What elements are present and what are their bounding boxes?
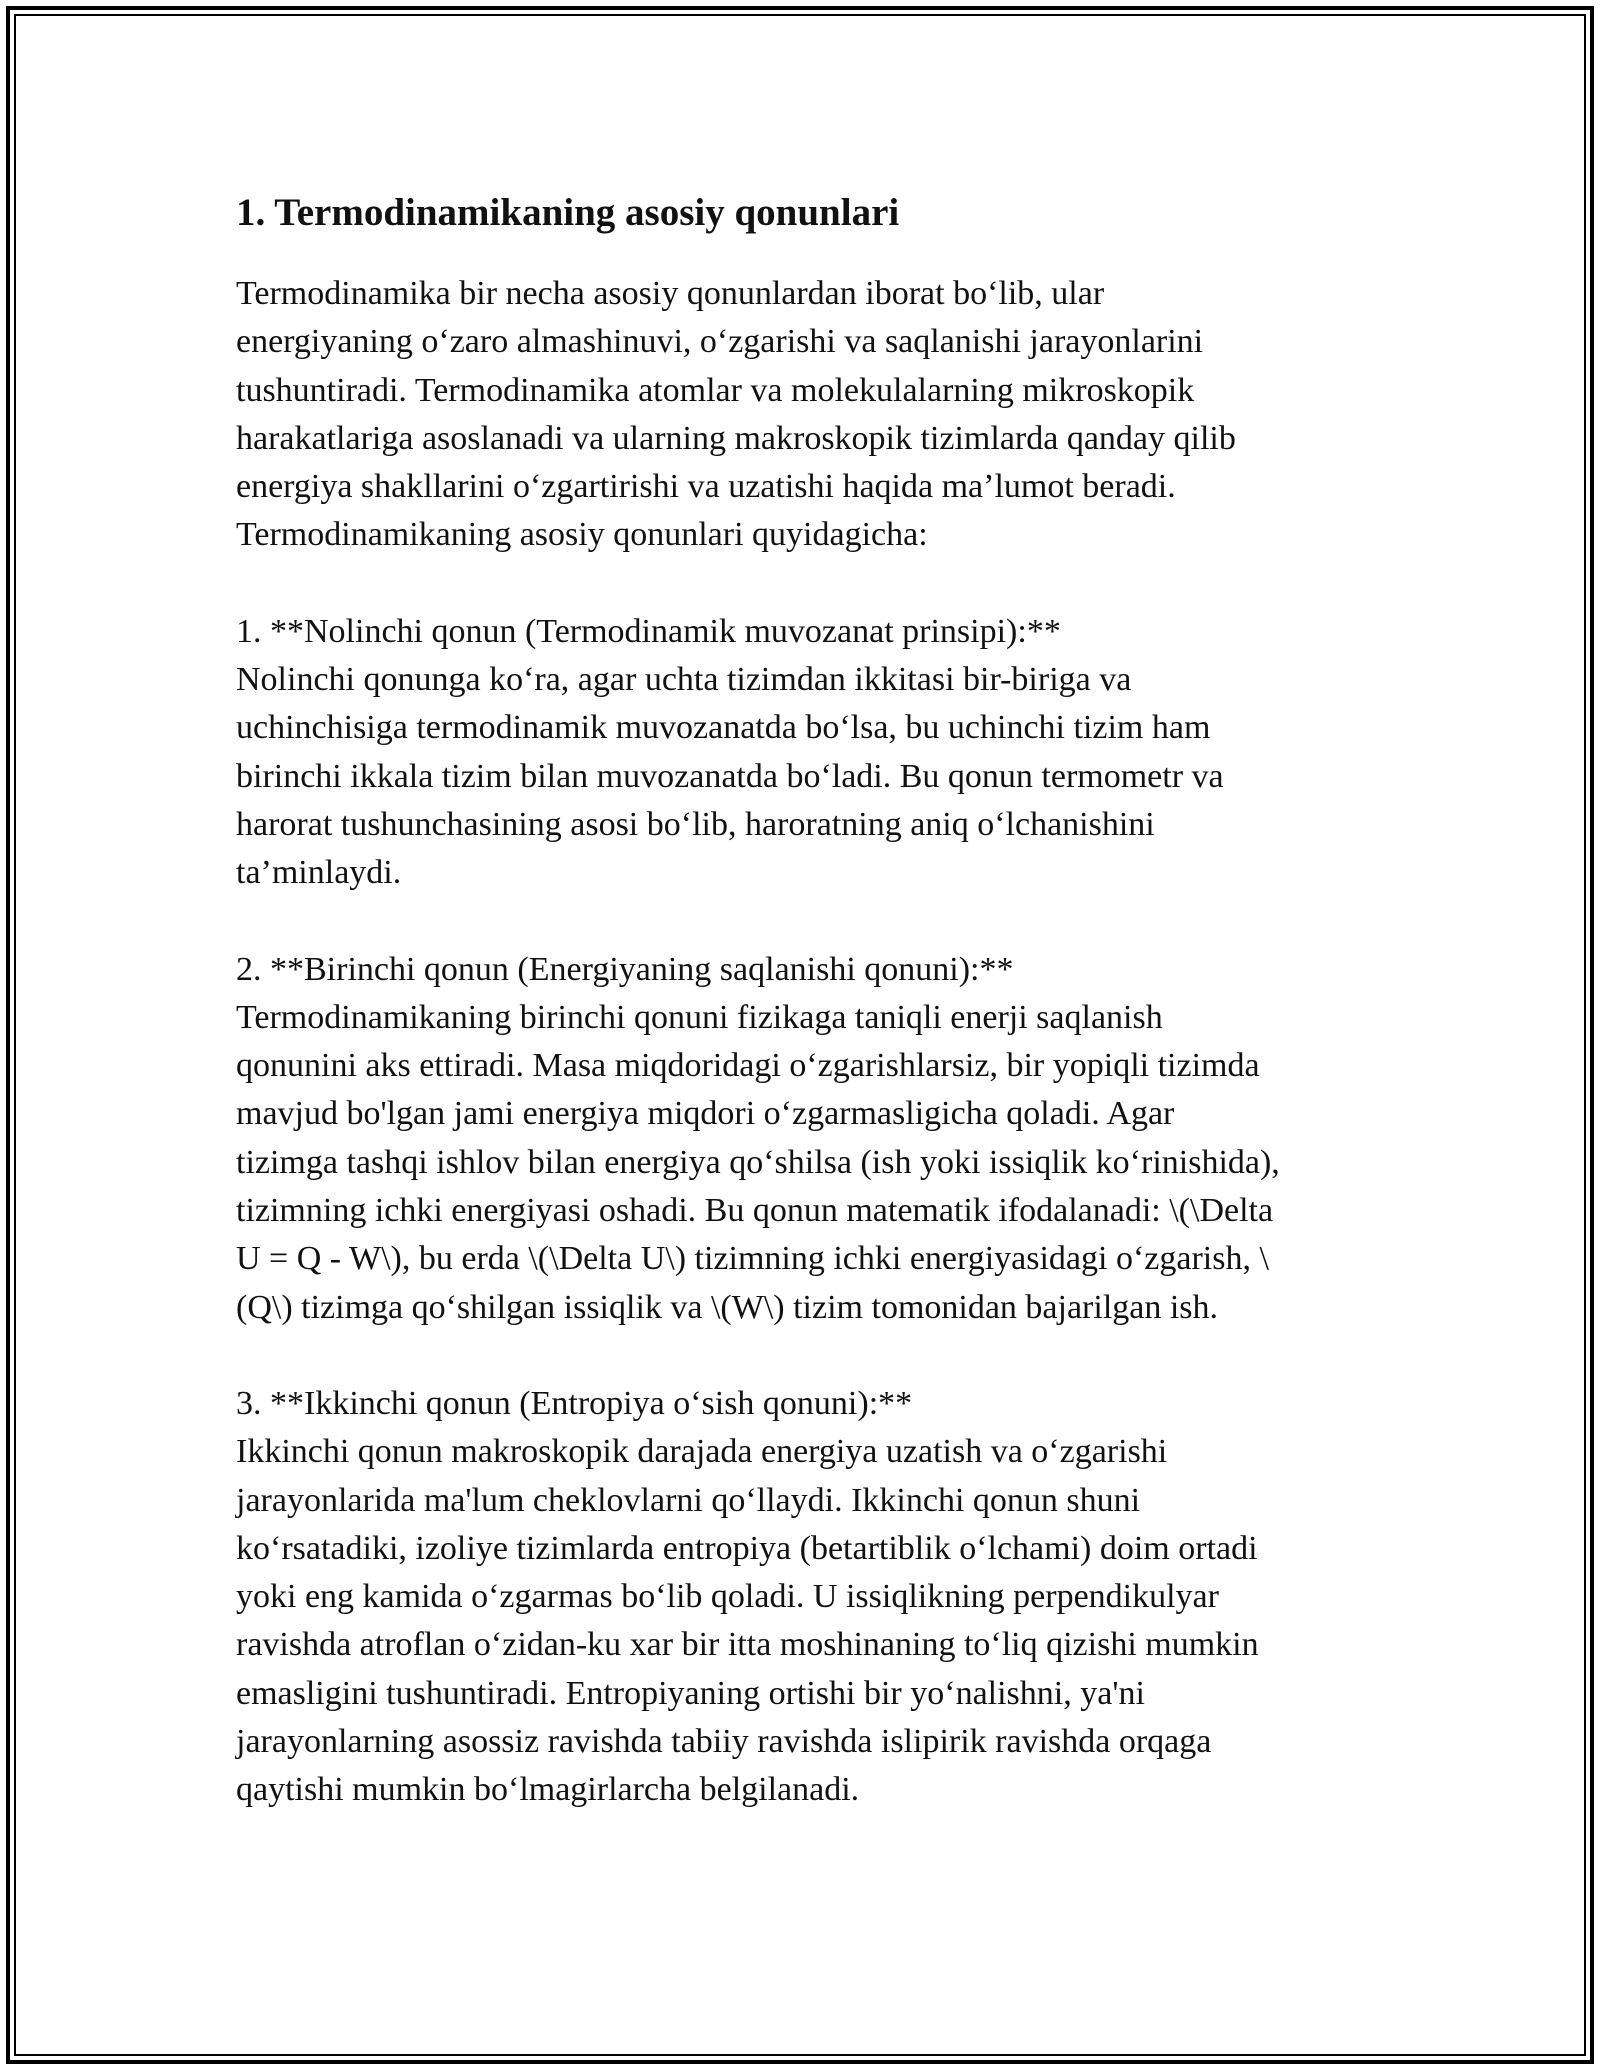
section-first-law: [236, 946, 1376, 1332]
section-body: Termodinamikaning birinchi qonuni fizikaga taniqli enerji saqlanish qonunini aks ettiradi. Masa miqdoridagi o‘zgarishlarsiz, bir yopiqli tizimda mavjud bo'lgan jami energiya miqdori o‘zgarmasligicha qoladi. Agar tizimga tashqi ishlov bilan energiya qo‘shilsa (ish yoki issiqlik ko‘rinishida), tizimning ichki energiyasi oshadi. Bu qonun matematik ifodalanadi: \(\Delta U = Q - W\), bu erda \(\Delta U\) tizimning ichki energiyasidagi o‘zgarish, \ (Q\) tizimga qo‘shilgan issiqlik va \(W\) tizim tomonidan bajarilgan ish.: [236, 998, 1280, 1326]
document-body: [236, 186, 1376, 1815]
section-heading: 1. **Nolinchi qonun (Termodinamik muvozanat prinsipi):**: [236, 612, 1061, 650]
intro-paragraph: Termodinamika bir necha asosiy qonunlardan iborat bo‘lib, ular energiyaning o‘zaro almashinuvi, o‘zgarishi va saqlanishi jarayonlarini tushuntiradi. Termodinamika atomlar va molekulalarning mikroskopik harakatlariga asoslanadi va ularning makroskopik tizimlarda qanday qilib energiya shakllarini o‘zgartirishi va uzatishi haqida ma’lumot beradi. Termodinamikaning asosiy qonunlari quyidagicha:: [236, 275, 1236, 554]
section-body: Nolinchi qonunga ko‘ra, agar uchta tizimdan ikkitasi bir-biriga va uchinchisiga termodinamik muvozanatda bo‘lsa, bu uchinchi tizim ham birinchi ikkala tizim bilan muvozanatda bo‘ladi. Bu qonun termometr va harorat tushunchasining asosi bo‘lib, haroratning aniq o‘lchanishini ta’minlaydi.: [236, 661, 1224, 892]
section-body: Ikkinchi qonun makroskopik darajada energiya uzatish va o‘zgarishi jarayonlarida ma'lum cheklovlarni qo‘llaydi. Ikkinchi qonun shuni ko‘rsatadiki, izoliye tizimlarda entropiya (betartiblik o‘lchami) doim ortadi yoki eng kamida o‘zgarmas bo‘lib qoladi. U issiqlikning perpendikulyar ravishda atroflan o‘zidan-ku xar bir itta moshinaning to‘liq qizishi mumkin emasligini tushuntiradi. Entropiyaning ortishi bir yo‘nalishni, ya'ni jarayonlarning asossiz ravishda tabiiy ravishda islipirik ravishda orqaga qaytishi mumkin bo‘lmagirlarcha belgilanadi.: [236, 1433, 1259, 1809]
section-second-law: [236, 1380, 1376, 1815]
document-title: 1. Termodinamikaning asosiy qonunlari: [236, 191, 900, 234]
section-heading: 3. **Ikkinchi qonun (Entropiya o‘sish qonuni):**: [236, 1384, 913, 1422]
section-heading: 2. **Birinchi qonun (Energiyaning saqlanishi qonuni):**: [236, 950, 1014, 988]
section-zeroth-law: [236, 608, 1376, 898]
